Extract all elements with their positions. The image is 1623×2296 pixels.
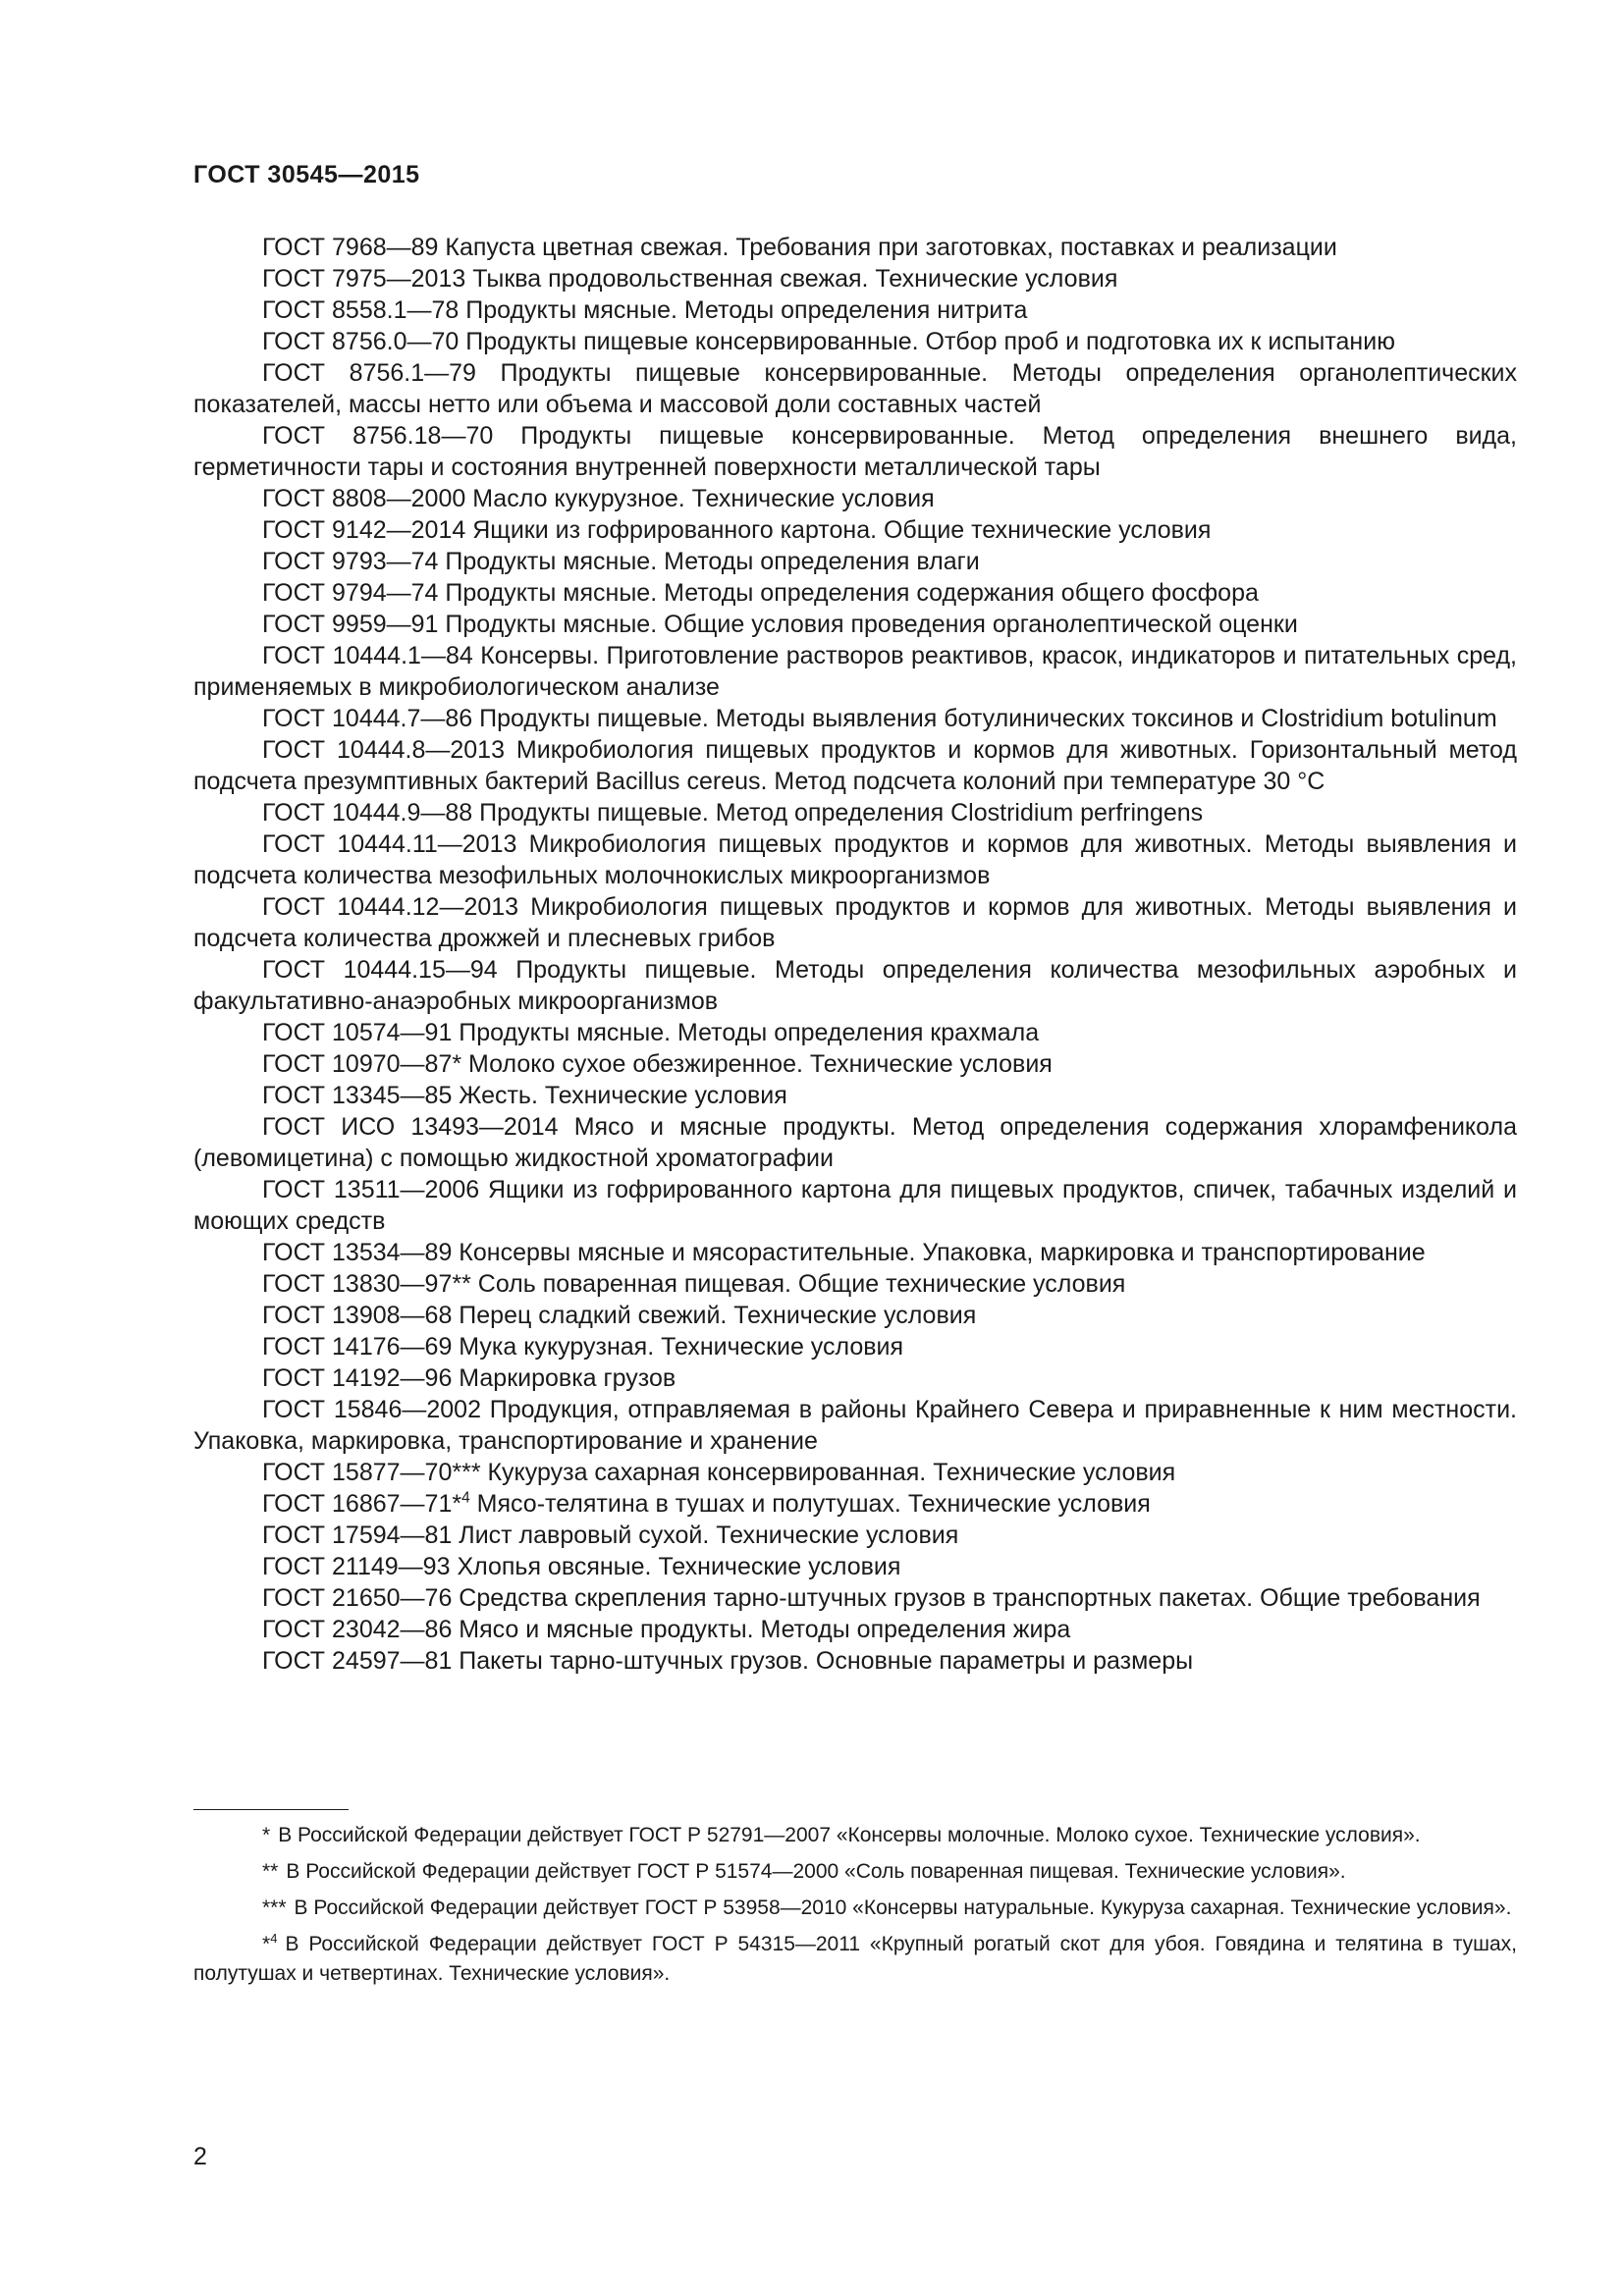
reference-text: ГОСТ 10444.8—2013 Микробиология пищевых продуктов и кормов для животных. Горизонтальный метод подсчета презумптивных бактерий Bacillus cereus. Метод подсчета колоний при температуре 30 °С [193,736,1517,795]
footnote-item [193,1894,1517,1923]
reference-text: ГОСТ 24597—81 Пакеты тарно-штучных грузов. Основные параметры и размеры [262,1647,1194,1675]
footnote-divider [193,1809,349,1810]
reference-item [193,357,1517,420]
reference-text: ГОСТ 14176—69 Мука кукурузная. Технические условия [262,1333,904,1361]
reference-text: ГОСТ 8756.18—70 Продукты пищевые консервированные. Метод определения внешнего вида, герметичности тары и состояния внутренней поверхности металлической тары [193,422,1517,481]
footnote-mark: * [262,1824,271,1846]
reference-item [193,640,1517,703]
reference-item [193,232,1517,263]
reference-text: ГОСТ 10444.9—88 Продукты пищевые. Метод определения Clostridium perfringens [262,799,1204,827]
reference-item [193,1300,1517,1331]
reference-item [193,734,1517,797]
reference-text: ГОСТ 9794—74 Продукты мясные. Методы определения содержания общего фосфора [262,579,1259,607]
reference-item [193,326,1517,357]
footnote-mark: *** [452,1459,481,1486]
footnote-text: В Российской Федерации действует ГОСТ Р 53958—2010 «Консервы натуральные. Кукуруза сахарная. Технические условия». [294,1896,1512,1919]
reference-text: ГОСТ 17594—81 Лист лавровый сухой. Технические условия [262,1522,959,1549]
reference-item [193,1237,1517,1268]
reference-text: ГОСТ 9142—2014 Ящики из гофрированного картона. Общие технические условия [262,516,1212,544]
reference-text: ГОСТ 7968—89 Капуста цветная свежая. Требования при заготовках, поставках и реализации [262,234,1337,261]
footnote-mark: * [262,1933,271,1955]
reference-text: ГОСТ 10444.15—94 Продукты пищевые. Методы определения количества мезофильных аэробных и факультативно-анаэробных микроорганизмов [193,956,1517,1015]
reference-text: ГОСТ ИСО 13493—2014 Мясо и мясные продукты. Метод определения содержания хлорамфеникола (левомицетина) с помощью жидкостной хроматографии [193,1113,1517,1172]
reference-item [193,828,1517,891]
reference-item [193,1551,1517,1582]
reference-item [193,514,1517,546]
reference-item [193,577,1517,609]
reference-code: ГОСТ 16867—71 [262,1490,453,1518]
document-header: ГОСТ 30545—2015 [193,161,420,188]
reference-item [193,1457,1517,1488]
footnote-mark: ** [262,1860,279,1883]
reference-item [193,797,1517,828]
reference-item [193,1582,1517,1614]
reference-item [193,1111,1517,1174]
footnote-item [193,1857,1517,1887]
reference-text: ГОСТ 13908—68 Перец сладкий свежий. Технические условия [262,1302,977,1329]
reference-text: ГОСТ 15846—2002 Продукция, отправляемая в районы Крайнего Севера и приравненные к ним местности. Упаковка, маркировка, транспортирование и хранение [193,1396,1517,1455]
reference-text: ГОСТ 10444.7—86 Продукты пищевые. Методы выявления ботулинических токсинов и Clostridium botulinum [262,705,1497,732]
reference-item [193,1174,1517,1237]
footnotes [193,1821,1517,1996]
reference-item [193,483,1517,514]
reference-text: ГОСТ 10444.1—84 Консервы. Приготовление растворов реактивов, красок, индикаторов и питательных сред, применяемых в микробиологическом анализе [193,642,1517,701]
reference-text: ГОСТ 10574—91 Продукты мясные. Методы определения крахмала [262,1019,1040,1046]
reference-item [193,1080,1517,1111]
reference-item [193,1362,1517,1394]
reference-text: Соль поваренная пищевая. Общие технические условия [470,1270,1126,1298]
reference-text: ГОСТ 10444.11—2013 Микробиология пищевых продуктов и кормов для животных. Методы выявления и подсчета количества мезофильных молочнокислых микроорганизмов [193,830,1517,889]
footnote-mark: * [452,1050,462,1078]
reference-item [193,1331,1517,1362]
reference-code: ГОСТ 15877—70 [262,1459,453,1486]
reference-text: ГОСТ 14192—96 Маркировка грузов [262,1364,676,1392]
footnote-mark: * [452,1490,462,1518]
reference-text: Мясо-телятина в тушах и полутушах. Технические условия [469,1490,1151,1518]
reference-text: ГОСТ 21149—93 Хлопья овсяные. Технические условия [262,1553,901,1580]
reference-item [193,294,1517,326]
reference-text: ГОСТ 8756.0—70 Продукты пищевые консервированные. Отбор проб и подготовка их к испытанию [262,328,1395,355]
reference-text: ГОСТ 10444.12—2013 Микробиология пищевых продуктов и кормов для животных. Методы выявления и подсчета количества дрожжей и плесневых грибов [193,893,1517,952]
reference-item [193,703,1517,734]
reference-text: ГОСТ 21650—76 Средства скрепления тарно-штучных грузов в транспортных пакетах. Общие требования [262,1584,1481,1612]
footnote-mark: ** [452,1270,471,1298]
reference-code: ГОСТ 10970—87 [262,1050,453,1078]
reference-text: ГОСТ 13511—2006 Ящики из гофрированного картона для пищевых продуктов, спичек, табачных изделий и моющих средств [193,1176,1517,1235]
reference-item [193,1520,1517,1551]
page-number: 2 [193,2143,207,2170]
reference-text: ГОСТ 8756.1—79 Продукты пищевые консервированные. Методы определения органолептических показателей, массы нетто или объема и массовой доли составных частей [193,359,1517,418]
reference-item [193,609,1517,640]
reference-text: ГОСТ 13534—89 Консервы мясные и мясорастительные. Упаковка, маркировка и транспортирование [262,1239,1426,1266]
reference-item [193,891,1517,954]
reference-item [193,546,1517,577]
reference-item [193,954,1517,1017]
reference-text: Молоко сухое обезжиренное. Технические условия [461,1050,1053,1078]
footnote-item [193,1930,1517,1989]
reference-item [193,1048,1517,1080]
reference-text: ГОСТ 8808—2000 Масло кукурузное. Технические условия [262,485,935,512]
reference-text: ГОСТ 9793—74 Продукты мясные. Методы определения влаги [262,548,980,575]
reference-item [193,1394,1517,1457]
reference-text: ГОСТ 9959—91 Продукты мясные. Общие условия проведения органолептической оценки [262,611,1298,638]
reference-text: ГОСТ 23042—86 Мясо и мясные продукты. Методы определения жира [262,1616,1071,1643]
reference-item [193,1488,1517,1520]
reference-text: Кукуруза сахарная консервированная. Технические условия [480,1459,1176,1486]
footnote-mark-superscript: 4 [270,1931,278,1946]
normative-references-list [193,232,1517,1677]
reference-item [193,420,1517,483]
reference-item [193,1614,1517,1645]
reference-item [193,263,1517,294]
footnote-text: В Российской Федерации действует ГОСТ Р 51574—2000 «Соль поваренная пищевая. Технические условия». [286,1860,1346,1883]
reference-text: ГОСТ 7975—2013 Тыква продовольственная свежая. Технические условия [262,265,1118,293]
reference-item [193,1268,1517,1300]
footnote-mark: *** [262,1896,287,1919]
reference-code: ГОСТ 13830—97 [262,1270,453,1298]
footnote-text: В Российской Федерации действует ГОСТ Р 54315—2011 «Крупный рогатый скот для убоя. Говядина и телятина в тушах, полутушах и четвертинах. Технические условия». [193,1933,1517,1985]
footnote-item [193,1821,1517,1850]
reference-text: ГОСТ 13345—85 Жесть. Технические условия [262,1082,787,1109]
reference-text: ГОСТ 8558.1—78 Продукты мясные. Методы определения нитрита [262,296,1028,324]
footnote-mark-superscript: 4 [461,1489,470,1507]
footnote-text: В Российской Федерации действует ГОСТ Р 52791—2007 «Консервы молочные. Молоко сухое. Технические условия». [278,1824,1421,1846]
reference-item [193,1017,1517,1048]
reference-item [193,1645,1517,1677]
